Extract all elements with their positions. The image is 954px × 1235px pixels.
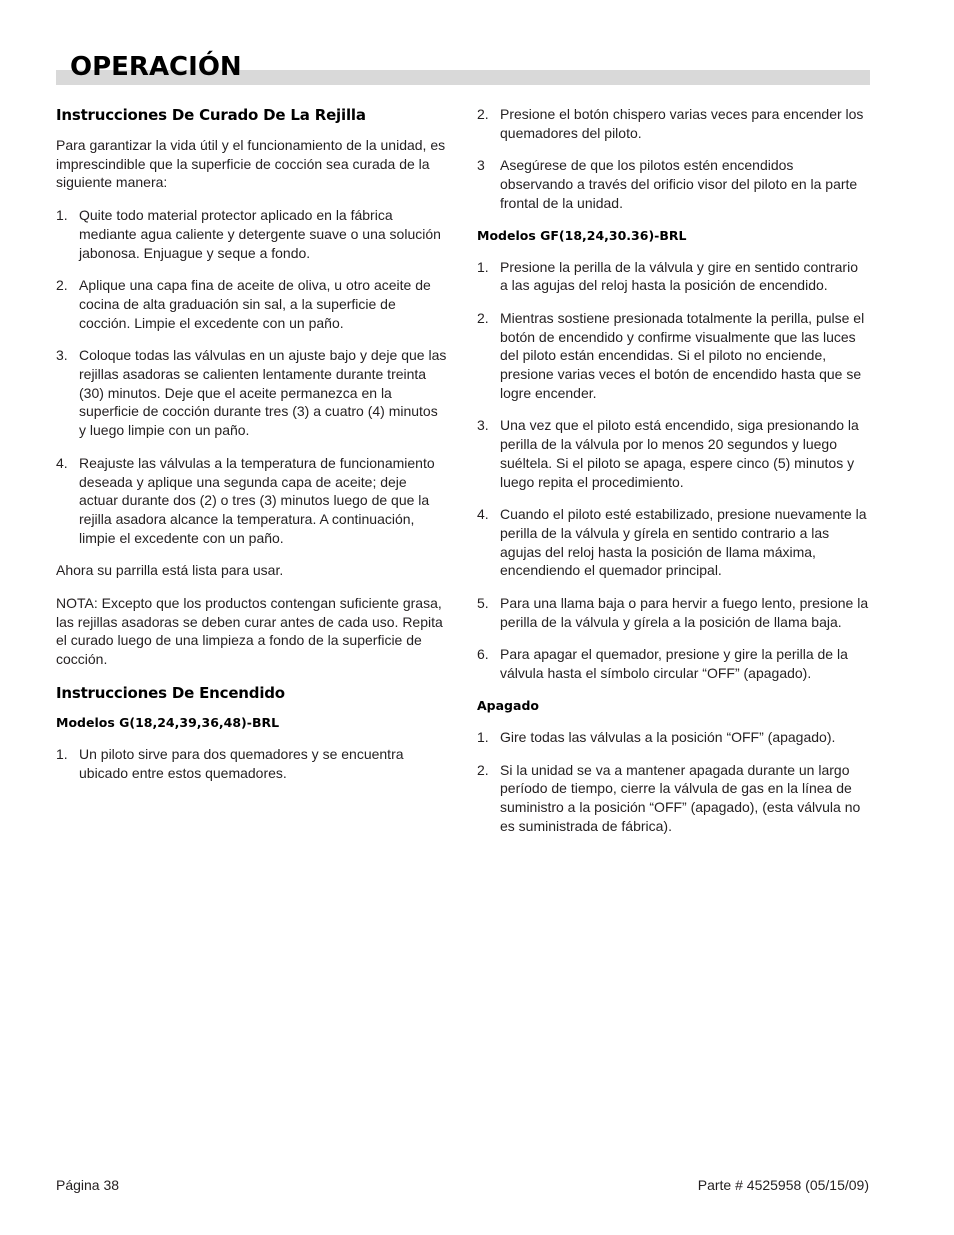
step-number: 5. — [477, 595, 489, 612]
step-number: 4. — [56, 454, 68, 471]
step-number: 2. — [477, 106, 489, 122]
step-text: Cuando el piloto esté estabilizado, presione nuevamente la perilla de la válvula y gírela en sentido contrario a las agujas del reloj hasta la posición de llama máxima, encendiendo el quemador principal. — [500, 506, 867, 579]
step-number: 2. — [477, 309, 489, 326]
ready-text: Ahora su parrilla está lista para usar. — [56, 562, 284, 579]
page-title: OPERACIÓN — [70, 52, 242, 82]
list-item — [477, 728, 869, 747]
off-heading: Apagado — [477, 697, 539, 713]
list-item — [477, 645, 869, 682]
step-text: Aplique una capa fina de aceite de oliva, u otro aceite de cocina de alta graduación sin sal, a la superficie de cocción. Limpie el excedente con un paño. — [79, 277, 431, 331]
list-item — [56, 276, 448, 332]
step-number: 1. — [56, 207, 68, 224]
note-text: NOTA: Excepto que los productos contengan suficiente grasa, las rejillas asadoras se deben curar antes de cada uso. Repita el curado luego de una limpieza a fondo de la superficie de cocción. — [56, 595, 443, 668]
list-item — [56, 745, 448, 782]
models-gf-heading: Modelos GF(18,24,30.36)-BRL — [477, 227, 687, 243]
step-text: Mientras sostiene presionada totalmente la perilla, pulse el botón de encendido y confirme visualmente que las luces del piloto están encendidas. Si el piloto no enciende, presione varias veces el botón de encendido hasta que se logre encender. — [500, 309, 865, 401]
step-text: Reajuste las válvulas a la temperatura de funcionamiento deseada y aplique una segunda capa de aceite; deje actuar durante dos (2) o tres (3) minutos luego de que la rejilla asadora alcance la temperatura. A continuación, limpie el excedente con un paño. — [79, 454, 435, 546]
step-text: Gire todas las válvulas a la posición “OFF” (apagado). — [500, 728, 836, 745]
list-item — [477, 761, 869, 836]
part-number: Parte # 4525958 (05/15/09) — [697, 1177, 869, 1193]
step-text: Para apagar el quemador, presione y gire la perilla de la válvula hasta el símbolo circular “OFF” (apagado). — [500, 646, 848, 682]
list-item — [477, 416, 869, 491]
models-g-heading: Modelos G(18,24,39,36,48)-BRL — [56, 714, 280, 730]
left-column — [56, 105, 448, 796]
list-item — [477, 309, 869, 403]
step-text: Para una llama baja o para hervir a fuego lento, presione la perilla de la válvula y gírela a la posición de llama baja. — [500, 595, 869, 630]
step-text: Presione la perilla de la válvula y gire en sentido contrario a las agujas del reloj hasta la posición de encendido. — [500, 258, 858, 294]
step-text: Asegúrese de que los pilotos estén encendidos observando a través del orificio visor del piloto en la parte frontal de la unidad. — [500, 157, 858, 211]
list-item — [56, 346, 448, 440]
models-g-steps — [56, 745, 448, 782]
step-number: 3. — [477, 417, 489, 434]
list-item — [477, 594, 869, 631]
list-item — [477, 156, 869, 212]
step-number: 1. — [477, 728, 489, 745]
lighting-heading: Instrucciones De Encendido — [56, 683, 285, 702]
step-text: Un piloto sirve para dos quemadores y se encuentra ubicado entre estos quemadores. — [79, 745, 404, 781]
models-g-steps-continued — [477, 105, 869, 213]
step-text: Quite todo material protector aplicado en la fábrica mediante agua caliente y detergente suave o una solución jabonosa. Enjuague y seque a fondo. — [79, 207, 441, 261]
step-number: 2. — [477, 761, 489, 778]
step-text: Coloque todas las válvulas en un ajuste bajo y deje que las rejillas asadoras se calienten lentamente durante treinta (30) minutos. Deje que el aceite permanezca en la superficie de cocción durante tres (3) a cuatro (4) minutos y luego limpie con un paño. — [79, 347, 447, 439]
off-steps — [477, 728, 869, 836]
page-number: Página 38 — [56, 1177, 120, 1193]
list-item — [56, 454, 448, 548]
step-text: Una vez que el piloto está encendido, siga presionando la perilla de la válvula por lo menos 20 segundos y luego suéltela. Si el piloto se apaga, espere cinco (5) minutos y luego repita el procedimiento. — [500, 417, 859, 490]
step-number: 3. — [56, 347, 68, 364]
right-column — [477, 105, 869, 849]
step-text: Presione el botón chispero varias veces para encender los quemadores del piloto. — [500, 106, 864, 141]
list-item — [56, 206, 448, 262]
step-number: 1. — [56, 745, 68, 762]
models-gf-steps — [477, 258, 869, 683]
step-number: 3 — [477, 157, 485, 174]
curing-steps — [56, 206, 448, 547]
step-number: 1. — [477, 258, 489, 275]
curing-intro: Para garantizar la vida útil y el funcionamiento de la unidad, es imprescindible que la superficie de cocción sea curada de la siguiente manera: — [56, 137, 446, 191]
step-number: 4. — [477, 506, 489, 523]
list-item — [477, 505, 869, 580]
step-number: 2. — [56, 277, 68, 294]
list-item — [477, 105, 869, 142]
list-item — [477, 258, 869, 295]
curing-heading: Instrucciones De Curado De La Rejilla — [56, 106, 366, 124]
step-text: Si la unidad se va a mantener apagada durante un largo período de tiempo, cierre la válvula de gas en la línea de suministro a la posición “OFF” (apagado), (esta válvula no es suministrada de fábrica). — [500, 761, 861, 834]
step-number: 6. — [477, 646, 489, 663]
